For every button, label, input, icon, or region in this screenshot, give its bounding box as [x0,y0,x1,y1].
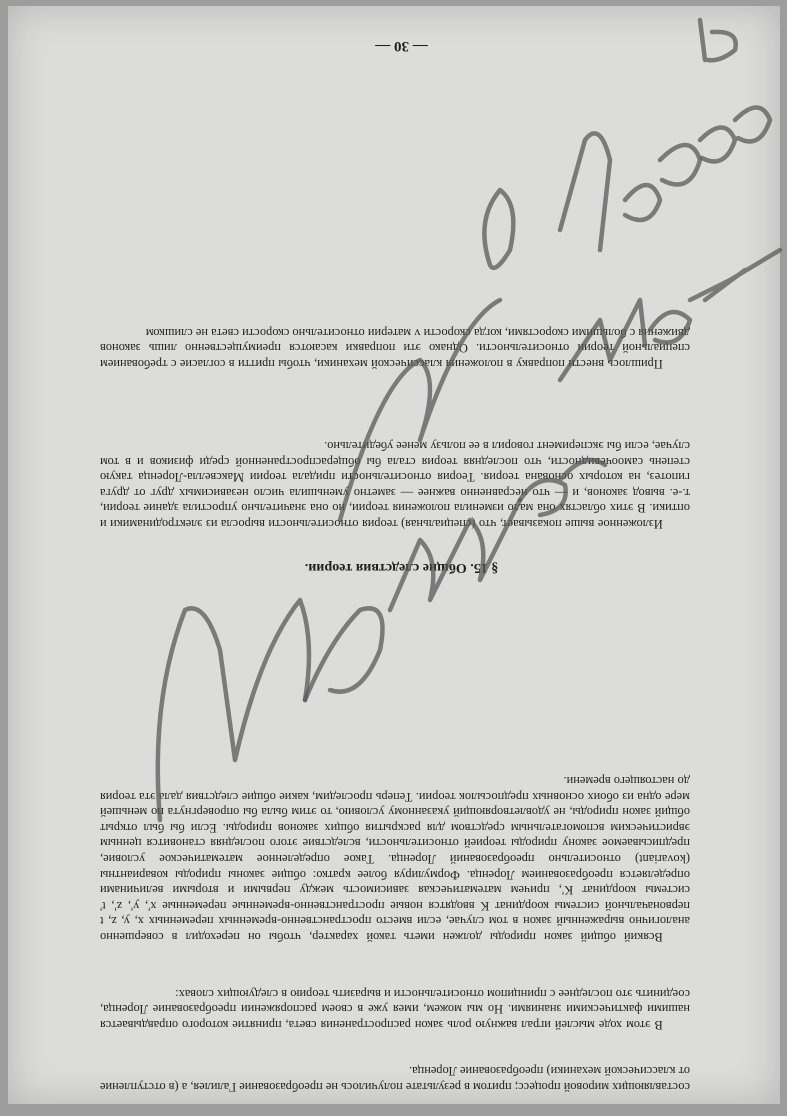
paragraph-3: Всякий общий закон природы должен иметь такой характер, чтобы он переходил в совершенно аналогично выраженный закон в том случае, если вместо пространственно-временных переменных x, y, z, t первоначальной системы координат K вводятся новые пространственно-временные переменные x', y', z', t' системы координат K', причем математическая зависимость между первыми и вторыми величинами определяется преобразованием Лоренца. Формулируя более кратко: общие законы природы ковариантны (kovariant) относительно преобразований Лоренца. Такое определенное математическое условие, предписываемое закону природы теорией относительности, вследствие этого последняя становится ценным эвристическим вспомогательным средством для раскрытия общих законов природы. Если бы был открыт общий закон природы, не удовлетворяющий указанному условию, то этим была бы опровергнута по меньшей мере одна из обоих основных предпосылок теории. Теперь проследим, какие общие следствия дала эта теория до настоящего времени. [100,774,690,944]
handwriting-stroke [700,108,770,162]
handwriting-stroke [484,190,513,268]
paragraph-2: В этом ходе мыслей играл важную роль закон распространения света, принятие которого оправдывается нашими фактическими знаниями. Но мы можем, имея уже в своем распоряжении преобразование Лоренца, соединить это последнее с принципом относительности и выразить теорию в следующих словах: [100,986,690,1032]
page-number: — 30 — [375,38,428,54]
handwriting-stroke [700,20,736,60]
paragraph-1: составляющих мировой процесс; притом в результате получилось не преобразование Галилея, а (в отступление от классической механики) преобразование Лоренца. [99,1064,690,1094]
handwriting-stroke [650,250,780,343]
handwriting-stroke [305,608,383,700]
handwriting-stroke [560,133,610,250]
handwriting-stroke [560,300,645,380]
handwriting-stroke [390,500,520,610]
handwriting-stroke [340,300,500,520]
handwriting-stroke [625,145,700,220]
paragraph-5: Пришлось внести поправку в положения классической механики, чтобы притти в согласие с требованием специальной теории относительности. Однако эти поправки касаются преимущественно лишь законов движения с большими скоростями, когда скорости v материи относительно скорости света не слишком [100,325,690,371]
section-heading: § 15. Общие следствия теории. [304,560,499,575]
handwriting-stroke [158,600,309,820]
paragraph-4: Изложенное выше показывает, что (специальная) теория относительности выросла из электродинамики и оптики. В этих областях она мало изменила положения теории, но она значительно упростила здание теории, т.-е. вывод законов, и — что несравненно важнее — заметно уменьшила число независимых друг от друга гипотез, на которых основана теория. Теория относительности придала теории Максвелла-Лоренца такую степень самоочевидности, что последняя теория стала бы общераспространенной среди физиков и в том случае, если бы эксперимент говорил в ее пользу менее убедительно. [100,439,690,531]
handwriting-stroke [520,460,605,515]
